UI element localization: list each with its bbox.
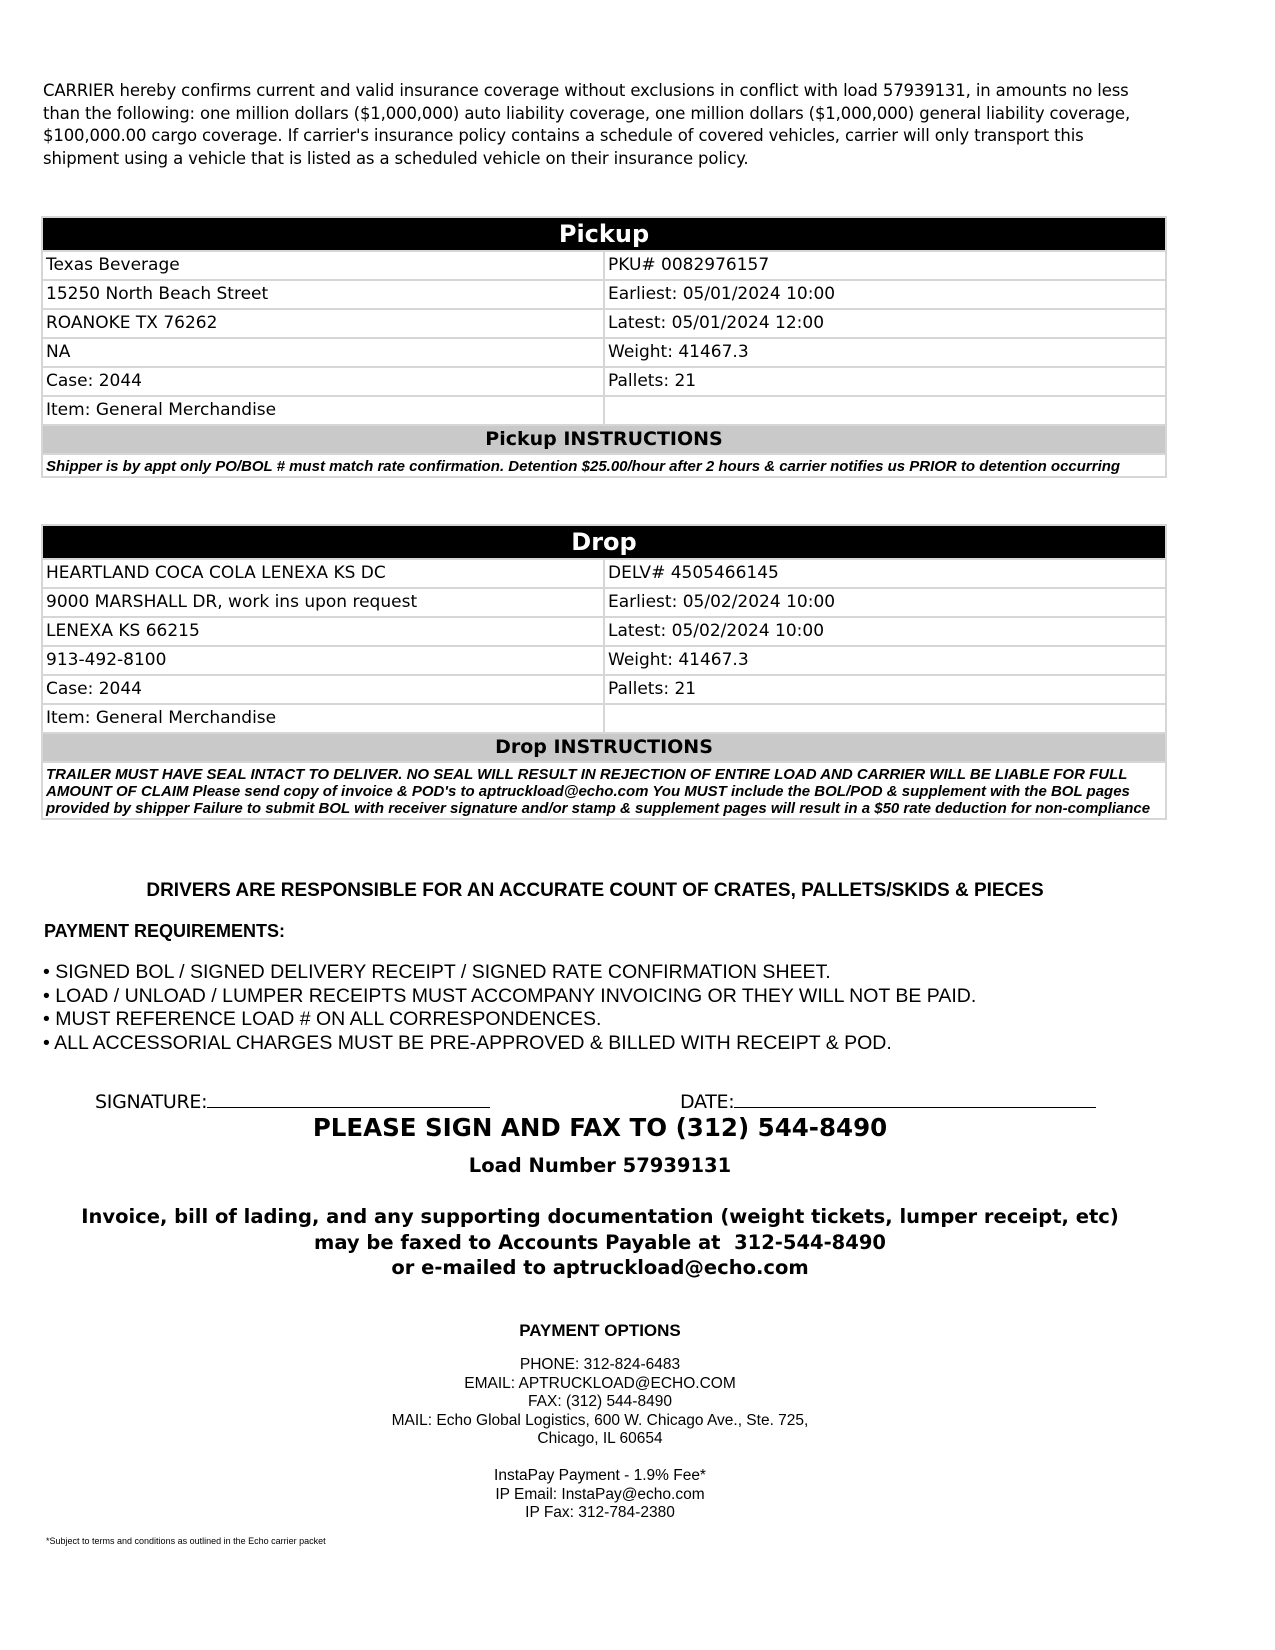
table-row (43, 618, 1165, 645)
instapay-email: IP Email: InstaPay@echo.com (495, 1485, 705, 1503)
drop-address: 9000 MARSHALL DR, work ins upon request (43, 589, 603, 616)
pickup-table (41, 216, 1167, 478)
footnote: *Subject to terms and conditions as outlined in the Echo carrier packet (46, 1536, 326, 1546)
drop-weight: Weight: 41467.3 (605, 647, 1165, 674)
drop-instructions-title: Drop INSTRUCTIONS (43, 734, 1165, 761)
pickup-latest: Latest: 05/01/2024 12:00 (605, 310, 1165, 337)
list-item: • MUST REFERENCE LOAD # ON ALL CORRESPONDENCES. (43, 1008, 602, 1030)
delivery-number: DELV# 4505466145 (605, 560, 1165, 587)
drop-table (41, 524, 1167, 820)
pickup-pallets: Pallets: 21 (605, 368, 1165, 395)
table-row (43, 589, 1165, 616)
drop-empty-cell (605, 705, 1165, 732)
table-row (43, 339, 1165, 366)
drop-earliest: Earliest: 05/02/2024 10:00 (605, 589, 1165, 616)
table-row (43, 647, 1165, 674)
instapay-fax: IP Fax: 312-784-2380 (525, 1504, 675, 1521)
insurance-line: shipment using a vehicle that is listed as a scheduled vehicle on their insurance policy. (43, 148, 749, 168)
list-item: • LOAD / UNLOAD / LUMPER RECEIPTS MUST ACCOMPANY INVOICING OR THEY WILL NOT BE PAID. (43, 984, 977, 1007)
pickup-instructions-title: Pickup INSTRUCTIONS (43, 426, 1165, 453)
table-row (43, 705, 1165, 732)
fax-notice: PLEASE SIGN AND FAX TO (312) 544-8490 (312, 1113, 888, 1142)
insurance-statement (43, 80, 1163, 170)
signature-label: SIGNATURE: (95, 1091, 208, 1113)
payment-mail-city: Chicago, IL 60654 (537, 1430, 663, 1447)
payment-requirements-title: PAYMENT REQUIREMENTS: (44, 921, 286, 941)
payment-fax: FAX: (312) 544-8490 (528, 1393, 672, 1410)
table-row (43, 397, 1165, 424)
drop-instructions-header-row (43, 734, 1165, 761)
insurance-line: than the following: one million dollars ($1,000,000) auto liability coverage, one million dollars ($1,000,000) general liability coverage, (43, 103, 1131, 123)
list-item: • ALL ACCESSORIAL CHARGES MUST BE PRE-APPROVED & BILLED WITH RECEIPT & POD. (43, 1031, 892, 1054)
invoice-line: Invoice, bill of lading, and any supporting documentation (weight tickets, lumper receipt, etc) (81, 1205, 1119, 1228)
table-row (43, 310, 1165, 337)
insurance-line: CARRIER hereby confirms current and valid insurance coverage without exclusions in conflict with load 57939131, in amounts no less (43, 81, 1129, 100)
drop-header-row (43, 526, 1165, 558)
drop-item: Item: General Merchandise (43, 705, 603, 732)
drivers-notice: DRIVERS ARE RESPONSIBLE FOR AN ACCURATE COUNT OF CRATES, PALLETS/SKIDS & PIECES (146, 880, 1044, 901)
drop-consignee-name: HEARTLAND COCA COLA LENEXA KS DC (43, 560, 603, 587)
payment-requirements-list (43, 961, 976, 1055)
payment-email: EMAIL: APTRUCKLOAD@ECHO.COM (464, 1374, 736, 1392)
payment-spacer (0, 1449, 1200, 1468)
pickup-phone: NA (43, 339, 603, 366)
pickup-instructions-text: Shipper is by appt only PO/BOL # must match rate confirmation. Detention $25.00/hour after 2 hours & carrier notifies us PRIOR to detention occurring (43, 455, 1165, 476)
table-row (43, 281, 1165, 308)
drop-phone: 913-492-8100 (43, 647, 603, 674)
signature-block (95, 1087, 490, 1113)
date-label: DATE: (680, 1091, 735, 1113)
drop-pallets: Pallets: 21 (605, 676, 1165, 703)
signature-line[interactable] (207, 1087, 490, 1108)
pickup-header-row (43, 218, 1165, 250)
pickup-weight: Weight: 41467.3 (605, 339, 1165, 366)
payment-mail: MAIL: Echo Global Logistics, 600 W. Chicago Ave., Ste. 725, (391, 1411, 809, 1429)
load-number: Load Number 57939131 (468, 1154, 732, 1177)
pickup-number: PKU# 0082976157 (605, 252, 1165, 279)
instapay-fee: InstaPay Payment - 1.9% Fee* (494, 1467, 706, 1484)
pickup-case: Case: 2044 (43, 368, 603, 395)
payment-phone: PHONE: 312-824-6483 (519, 1356, 681, 1373)
table-row (43, 368, 1165, 395)
pickup-instructions-row (43, 455, 1165, 476)
pickup-header: Pickup (43, 218, 1165, 250)
drop-latest: Latest: 05/02/2024 10:00 (605, 618, 1165, 645)
insurance-line: $100,000.00 cargo coverage. If carrier's insurance policy contains a schedule of covered vehicles, carrier will only transport this (43, 126, 1084, 145)
pickup-city: ROANOKE TX 76262 (43, 310, 603, 337)
pickup-address: 15250 North Beach Street (43, 281, 603, 308)
table-row (43, 252, 1165, 279)
table-row (43, 676, 1165, 703)
payment-options (0, 1356, 1200, 1523)
invoice-line: may be faxed to Accounts Payable at 312-544-8490 (314, 1230, 886, 1254)
list-item: • SIGNED BOL / SIGNED DELIVERY RECEIPT / SIGNED RATE CONFIRMATION SHEET. (43, 961, 831, 983)
drop-instructions-text: TRAILER MUST HAVE SEAL INTACT TO DELIVER. NO SEAL WILL RESULT IN REJECTION OF ENTIRE LOAD AND CARRIER WILL BE LIABLE FOR FULL AMOUNT OF CLAIM Please send copy of invoice & POD's to aptruckload@echo.com You MUST include the BOL/POD & supplement with the BOL pages provided by shipper Failure to submit BOL with receiver signature and/or stamp & supplement pages will result in a $50 rate deduction for non-compliance (43, 763, 1165, 818)
drop-header: Drop (43, 526, 1165, 558)
drop-case: Case: 2044 (43, 676, 603, 703)
drop-city: LENEXA KS 66215 (43, 618, 603, 645)
date-line[interactable] (734, 1087, 1096, 1108)
drop-instructions-row (43, 763, 1165, 818)
pickup-shipper-name: Texas Beverage (43, 252, 603, 279)
table-row (43, 560, 1165, 587)
invoice-line: or e-mailed to aptruckload@echo.com (391, 1256, 809, 1279)
payment-options-title: PAYMENT OPTIONS (519, 1321, 681, 1340)
invoice-instructions (0, 1204, 1200, 1281)
pickup-instructions-header-row (43, 426, 1165, 453)
pickup-empty-cell (605, 397, 1165, 424)
pickup-item: Item: General Merchandise (43, 397, 603, 424)
date-block (680, 1087, 1096, 1113)
pickup-earliest: Earliest: 05/01/2024 10:00 (605, 281, 1165, 308)
